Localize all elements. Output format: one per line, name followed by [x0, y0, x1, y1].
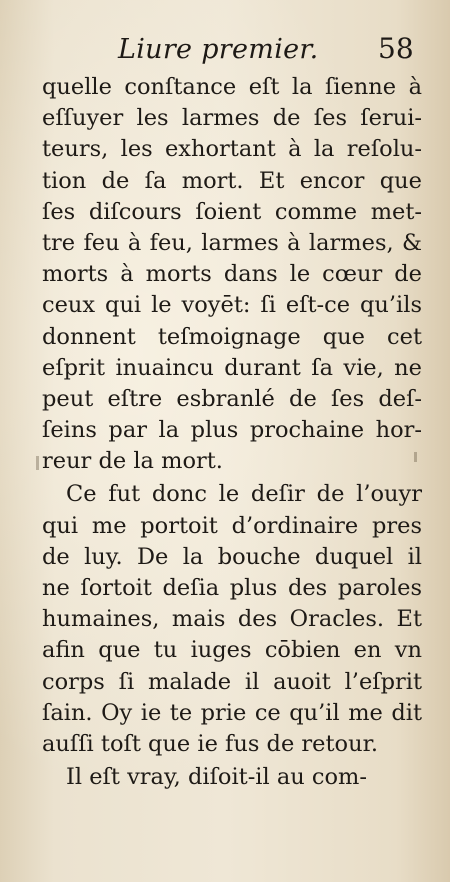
text-line: Ce fut donc le deſir de l’ouyr [66, 481, 422, 508]
text-line: tion de ſa mort. Et encor que [42, 167, 422, 194]
text-line: ſes diſcours ſoient comme met- [42, 198, 422, 225]
text-line: humaines, mais des Oracles. Et [42, 606, 422, 633]
text-line: Il eſt vray, diſoit-il au com- [66, 764, 367, 791]
text-line: morts à morts dans le cœur de [42, 261, 422, 288]
text-line: quelle conſtance eſt la ſienne à [42, 74, 422, 100]
text-line: peut eſtre esbranlé de ſes deſ- [42, 385, 422, 412]
text-line: reur de la mort. [42, 448, 223, 475]
ink-smudge [36, 456, 39, 470]
ink-smudge [414, 452, 417, 462]
body-text [42, 72, 422, 793]
page-number: 58 [378, 32, 414, 65]
text-line: ſeins par la plus prochaine hor- [42, 417, 422, 444]
paragraph [42, 762, 422, 793]
text-line: eſſuyer les larmes de ſes ſerui- [42, 105, 422, 132]
text-line: tre feu à feu, larmes à larmes, & [42, 229, 422, 256]
paragraph [42, 72, 422, 477]
running-head: Liure premier. [118, 34, 319, 65]
paragraph [42, 479, 422, 760]
text-line: afin que tu iuges cōbien en vn [42, 637, 422, 664]
text-line: donnent teſmoignage que cet [42, 323, 422, 350]
text-line: qui me portoit d’ordinaire pres [42, 512, 422, 539]
text-line: de luy. De la bouche duquel il [42, 543, 422, 570]
text-line: auſſi toſt que ie fus de retour. [42, 730, 379, 757]
text-line: ſain. Oy ie te prie ce qu’il me dit [42, 699, 422, 726]
text-line: ceux qui le voyēt: ſi eſt-ce qu’ils [42, 292, 422, 319]
text-line: corps ſi malade il auoit l’eſprit [42, 668, 422, 695]
text-line: eſprit inuaincu durant ſa vie, ne [42, 354, 422, 381]
text-line: ne ſortoit deſia plus des paroles [42, 575, 422, 601]
page-header [0, 34, 450, 74]
text-line: teurs, les exhortant à la reſolu- [42, 136, 422, 163]
